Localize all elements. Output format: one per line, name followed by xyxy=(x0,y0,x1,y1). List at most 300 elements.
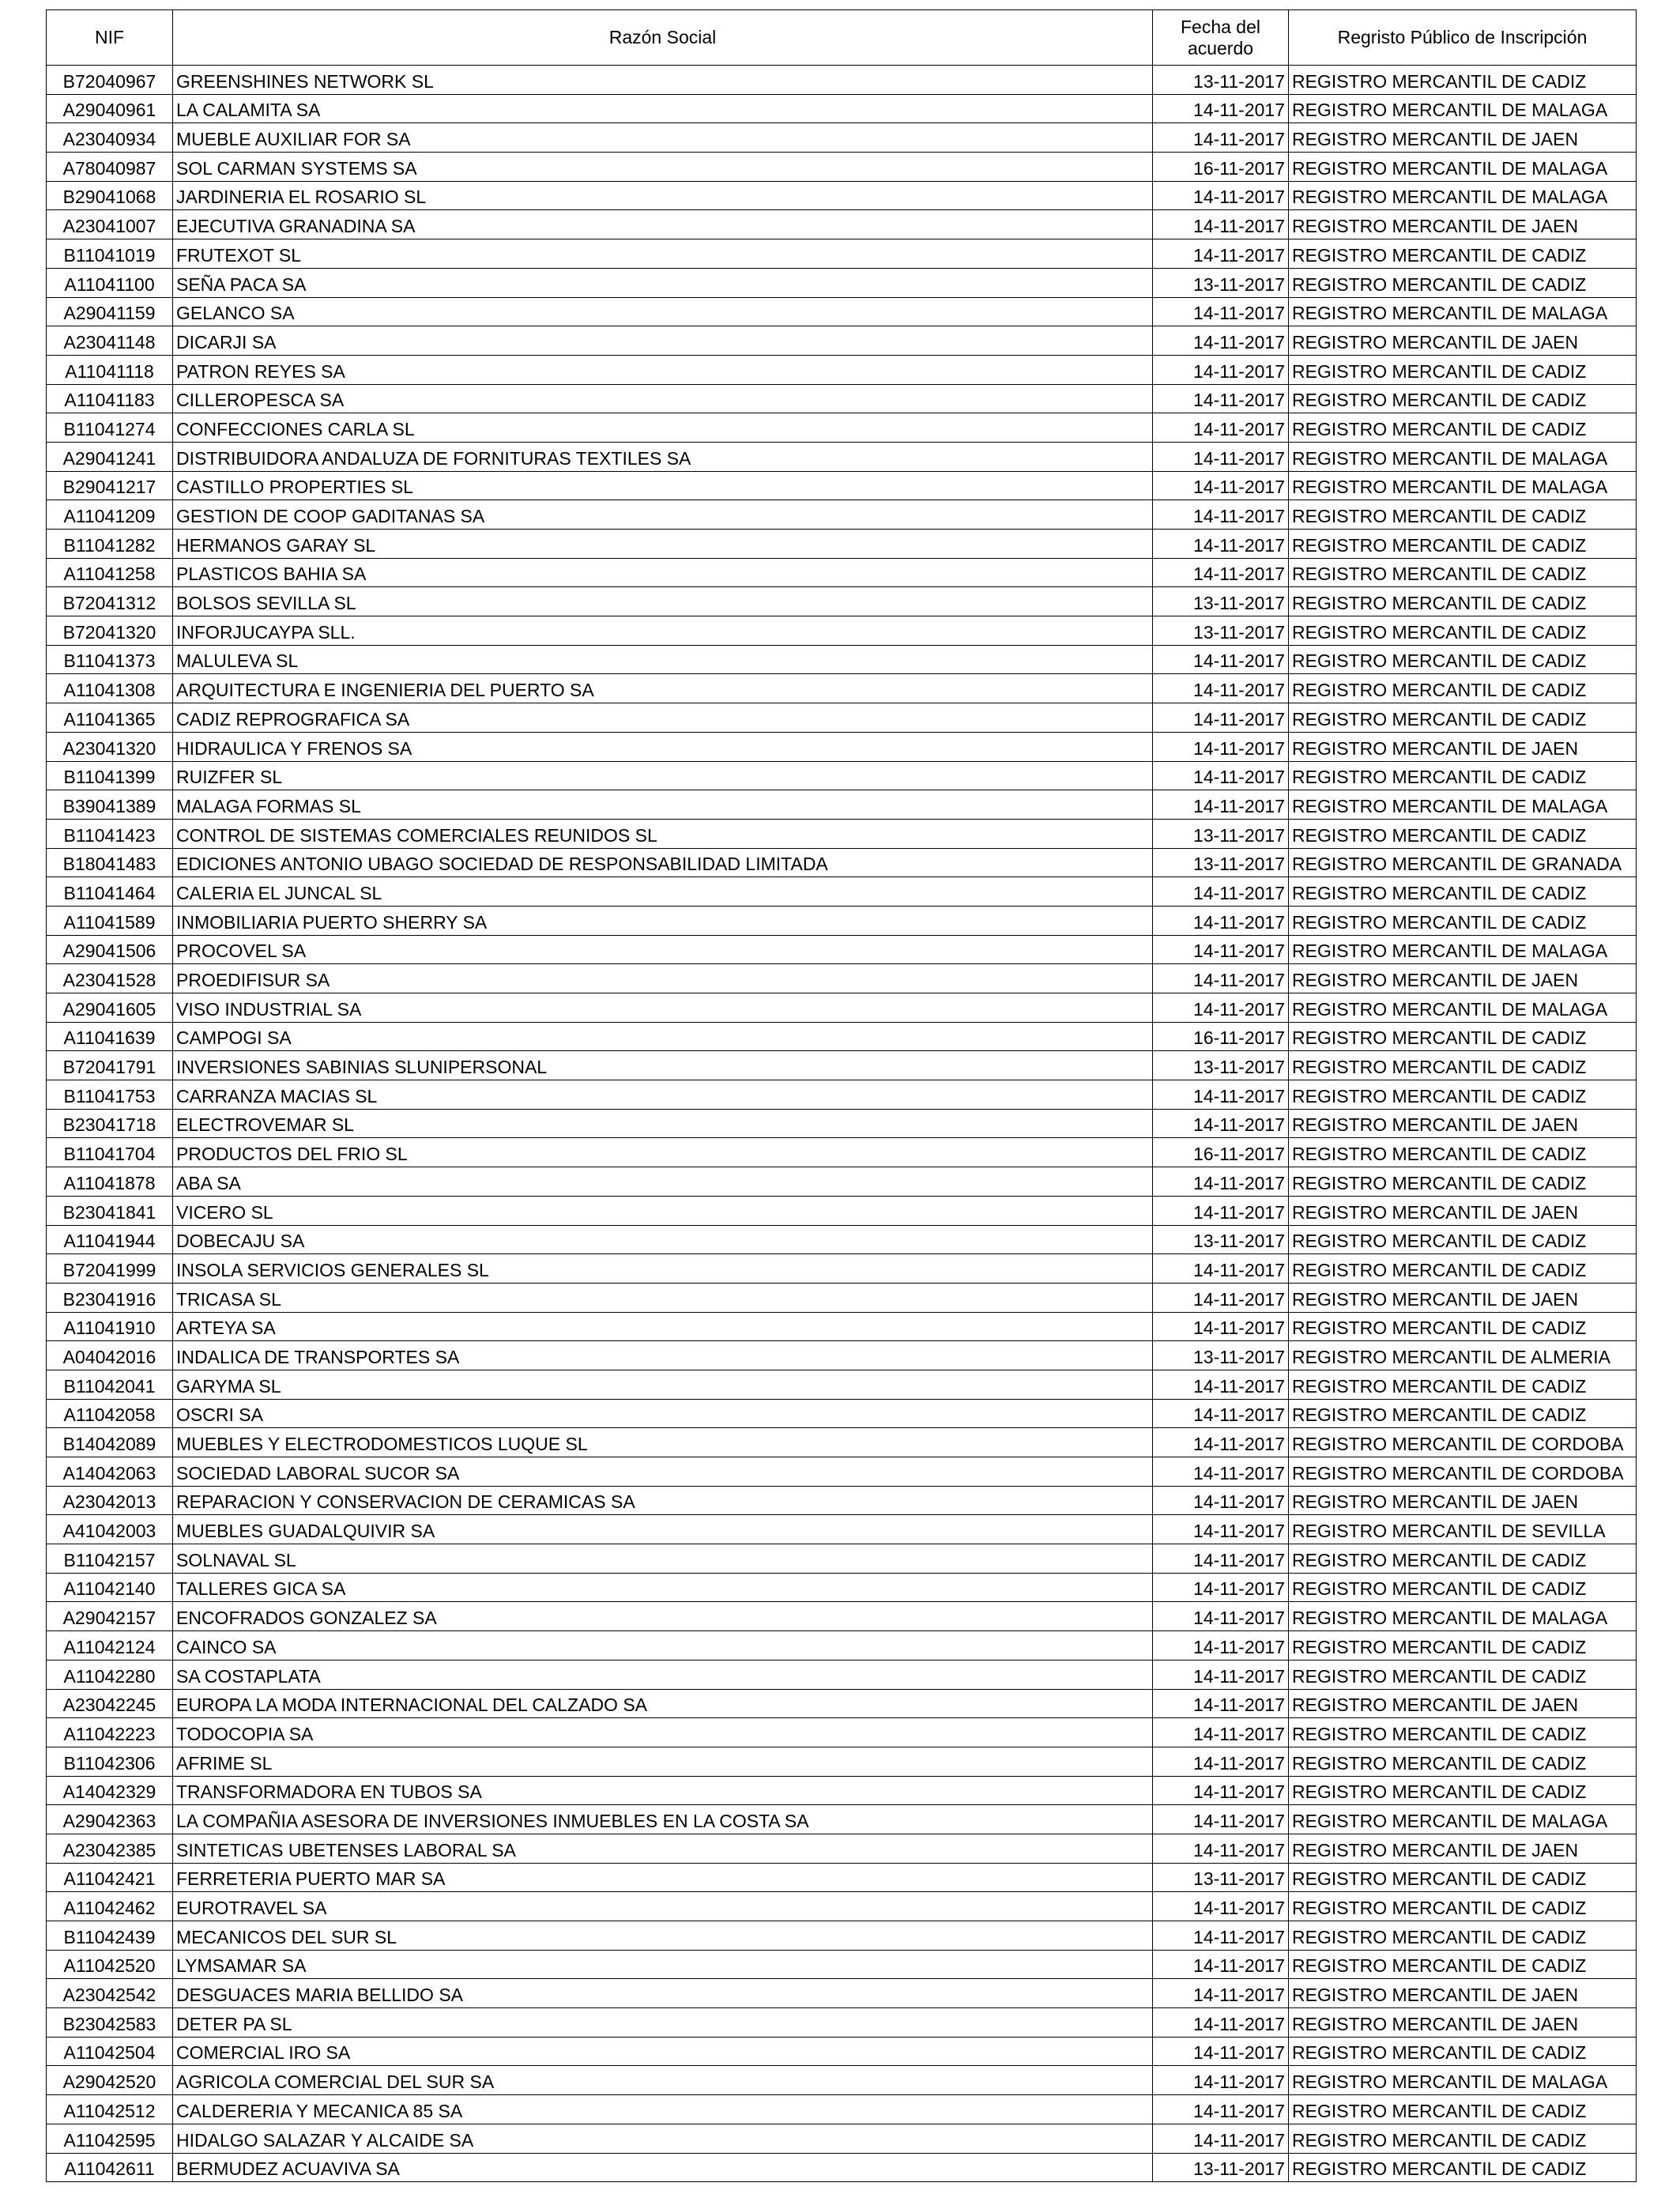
header-razon-social: Razón Social xyxy=(173,10,1153,66)
table-row xyxy=(47,181,1637,210)
cell-nif: B11041423 xyxy=(47,819,173,848)
table-row xyxy=(47,530,1637,559)
table-row xyxy=(47,1051,1637,1080)
cell-fecha-acuerdo: 14-11-2017 xyxy=(1153,326,1289,356)
table-row xyxy=(47,1747,1637,1776)
table-row xyxy=(47,1544,1637,1574)
cell-registro: REGISTRO MERCANTIL DE JAEN xyxy=(1289,732,1637,761)
table-row xyxy=(47,297,1637,326)
cell-fecha-acuerdo: 14-11-2017 xyxy=(1153,2066,1289,2095)
cell-razon-social: GESTION DE COOP GADITANAS SA xyxy=(173,500,1153,530)
cell-nif: A29041241 xyxy=(47,442,173,471)
cell-registro: REGISTRO MERCANTIL DE MALAGA xyxy=(1289,471,1637,500)
cell-fecha-acuerdo: 13-11-2017 xyxy=(1153,1225,1289,1254)
header-fecha-acuerdo: Fecha del acuerdo xyxy=(1153,10,1289,66)
table-row xyxy=(47,964,1637,993)
cell-fecha-acuerdo: 14-11-2017 xyxy=(1153,1428,1289,1457)
cell-razon-social: VISO INDUSTRIAL SA xyxy=(173,993,1153,1023)
cell-nif: B39041389 xyxy=(47,790,173,820)
cell-fecha-acuerdo: 14-11-2017 xyxy=(1153,1457,1289,1487)
cell-fecha-acuerdo: 14-11-2017 xyxy=(1153,993,1289,1023)
cell-nif: B23041841 xyxy=(47,1196,173,1225)
cell-fecha-acuerdo: 14-11-2017 xyxy=(1153,210,1289,239)
cell-razon-social: CALDERERIA Y MECANICA 85 SA xyxy=(173,2095,1153,2124)
cell-nif: A11041183 xyxy=(47,384,173,413)
cell-fecha-acuerdo: 14-11-2017 xyxy=(1153,1370,1289,1399)
cell-fecha-acuerdo: 14-11-2017 xyxy=(1153,1196,1289,1225)
company-registry-table xyxy=(46,9,1637,2182)
cell-razon-social: FERRETERIA PUERTO MAR SA xyxy=(173,1863,1153,1892)
cell-razon-social: CALERIA EL JUNCAL SL xyxy=(173,877,1153,907)
cell-razon-social: PRODUCTOS DEL FRIO SL xyxy=(173,1138,1153,1167)
table-row xyxy=(47,2095,1637,2124)
cell-fecha-acuerdo: 14-11-2017 xyxy=(1153,1312,1289,1341)
cell-razon-social: SOL CARMAN SYSTEMS SA xyxy=(173,153,1153,182)
cell-nif: B23041718 xyxy=(47,1109,173,1138)
table-row xyxy=(47,1225,1637,1254)
cell-fecha-acuerdo: 14-11-2017 xyxy=(1153,1573,1289,1602)
cell-nif: A11041944 xyxy=(47,1225,173,1254)
table-row xyxy=(47,1515,1637,1544)
cell-registro: REGISTRO MERCANTIL DE CADIZ xyxy=(1289,761,1637,790)
cell-fecha-acuerdo: 14-11-2017 xyxy=(1153,1283,1289,1312)
cell-razon-social: MALULEVA SL xyxy=(173,645,1153,674)
cell-razon-social: RUIZFER SL xyxy=(173,761,1153,790)
cell-registro: REGISTRO MERCANTIL DE CADIZ xyxy=(1289,384,1637,413)
cell-nif: B11041274 xyxy=(47,413,173,443)
table-row xyxy=(47,442,1637,471)
table-row xyxy=(47,877,1637,907)
cell-fecha-acuerdo: 14-11-2017 xyxy=(1153,1660,1289,1689)
cell-nif: A11041209 xyxy=(47,500,173,530)
cell-registro: REGISTRO MERCANTIL DE CADIZ xyxy=(1289,239,1637,269)
table-row xyxy=(47,2153,1637,2182)
cell-registro: REGISTRO MERCANTIL DE CADIZ xyxy=(1289,616,1637,646)
cell-razon-social: COMERCIAL IRO SA xyxy=(173,2037,1153,2066)
cell-nif: B29041068 xyxy=(47,181,173,210)
cell-fecha-acuerdo: 14-11-2017 xyxy=(1153,906,1289,935)
cell-registro: REGISTRO MERCANTIL DE JAEN xyxy=(1289,210,1637,239)
cell-razon-social: DICARJI SA xyxy=(173,326,1153,356)
cell-razon-social: SOLNAVAL SL xyxy=(173,1544,1153,1574)
cell-fecha-acuerdo: 14-11-2017 xyxy=(1153,123,1289,153)
table-row xyxy=(47,210,1637,239)
cell-razon-social: DOBECAJU SA xyxy=(173,1225,1153,1254)
cell-nif: A11042223 xyxy=(47,1718,173,1747)
cell-registro: REGISTRO MERCANTIL DE JAEN xyxy=(1289,1689,1637,1718)
cell-nif: A11042140 xyxy=(47,1573,173,1602)
cell-fecha-acuerdo: 14-11-2017 xyxy=(1153,500,1289,530)
cell-razon-social: DETER PA SL xyxy=(173,2008,1153,2038)
cell-razon-social: TRICASA SL xyxy=(173,1283,1153,1312)
table-row xyxy=(47,94,1637,123)
table-row xyxy=(47,1892,1637,1921)
cell-registro: REGISTRO MERCANTIL DE CADIZ xyxy=(1289,530,1637,559)
cell-registro: REGISTRO MERCANTIL DE JAEN xyxy=(1289,1486,1637,1515)
cell-registro: REGISTRO MERCANTIL DE GRANADA xyxy=(1289,848,1637,877)
cell-razon-social: BOLSOS SEVILLA SL xyxy=(173,587,1153,616)
cell-registro: REGISTRO MERCANTIL DE CADIZ xyxy=(1289,66,1637,95)
table-row xyxy=(47,1718,1637,1747)
cell-fecha-acuerdo: 14-11-2017 xyxy=(1153,94,1289,123)
cell-razon-social: SEÑA PACA SA xyxy=(173,268,1153,297)
table-row xyxy=(47,153,1637,182)
cell-fecha-acuerdo: 13-11-2017 xyxy=(1153,66,1289,95)
table-row xyxy=(47,848,1637,877)
cell-registro: REGISTRO MERCANTIL DE CADIZ xyxy=(1289,819,1637,848)
cell-nif: B11042439 xyxy=(47,1921,173,1951)
cell-registro: REGISTRO MERCANTIL DE MALAGA xyxy=(1289,790,1637,820)
cell-fecha-acuerdo: 14-11-2017 xyxy=(1153,1805,1289,1834)
table-row xyxy=(47,1486,1637,1515)
cell-registro: REGISTRO MERCANTIL DE CADIZ xyxy=(1289,1660,1637,1689)
cell-razon-social: DESGUACES MARIA BELLIDO SA xyxy=(173,1979,1153,2008)
cell-fecha-acuerdo: 16-11-2017 xyxy=(1153,1138,1289,1167)
table-row xyxy=(47,1370,1637,1399)
cell-nif: A11042058 xyxy=(47,1399,173,1428)
cell-nif: A11041365 xyxy=(47,703,173,733)
table-row xyxy=(47,1283,1637,1312)
cell-razon-social: MUEBLE AUXILIAR FOR SA xyxy=(173,123,1153,153)
table-row xyxy=(47,471,1637,500)
cell-fecha-acuerdo: 14-11-2017 xyxy=(1153,1602,1289,1631)
cell-nif: A11041258 xyxy=(47,558,173,587)
cell-registro: REGISTRO MERCANTIL DE JAEN xyxy=(1289,326,1637,356)
table-row xyxy=(47,993,1637,1023)
table-row xyxy=(47,2037,1637,2066)
cell-nif: B11041399 xyxy=(47,761,173,790)
cell-fecha-acuerdo: 14-11-2017 xyxy=(1153,1080,1289,1110)
cell-registro: REGISTRO MERCANTIL DE CADIZ xyxy=(1289,1892,1637,1921)
cell-registro: REGISTRO MERCANTIL DE MALAGA xyxy=(1289,94,1637,123)
cell-registro: REGISTRO MERCANTIL DE MALAGA xyxy=(1289,2066,1637,2095)
cell-fecha-acuerdo: 14-11-2017 xyxy=(1153,732,1289,761)
cell-nif: B72041791 xyxy=(47,1051,173,1080)
table-row xyxy=(47,1979,1637,2008)
cell-razon-social: LA COMPAÑIA ASESORA DE INVERSIONES INMUEBLES EN LA COSTA SA xyxy=(173,1805,1153,1834)
cell-fecha-acuerdo: 13-11-2017 xyxy=(1153,819,1289,848)
cell-razon-social: HERMANOS GARAY SL xyxy=(173,530,1153,559)
cell-razon-social: LYMSAMAR SA xyxy=(173,1950,1153,1979)
cell-fecha-acuerdo: 14-11-2017 xyxy=(1153,181,1289,210)
cell-nif: A04042016 xyxy=(47,1341,173,1370)
cell-fecha-acuerdo: 16-11-2017 xyxy=(1153,1022,1289,1051)
cell-registro: REGISTRO MERCANTIL DE CADIZ xyxy=(1289,674,1637,703)
cell-razon-social: MECANICOS DEL SUR SL xyxy=(173,1921,1153,1951)
cell-nif: A29041506 xyxy=(47,935,173,964)
cell-nif: A11042280 xyxy=(47,1660,173,1689)
cell-registro: REGISTRO MERCANTIL DE CADIZ xyxy=(1289,1950,1637,1979)
cell-nif: B11041282 xyxy=(47,530,173,559)
table-row xyxy=(47,1080,1637,1110)
table-row xyxy=(47,1921,1637,1951)
cell-nif: A29041159 xyxy=(47,297,173,326)
cell-nif: A11042512 xyxy=(47,2095,173,2124)
cell-registro: REGISTRO MERCANTIL DE ALMERIA xyxy=(1289,1341,1637,1370)
cell-nif: A23040934 xyxy=(47,123,173,153)
cell-registro: REGISTRO MERCANTIL DE JAEN xyxy=(1289,1196,1637,1225)
cell-razon-social: INVERSIONES SABINIAS SLUNIPERSONAL xyxy=(173,1051,1153,1080)
cell-registro: REGISTRO MERCANTIL DE CADIZ xyxy=(1289,1921,1637,1951)
cell-nif: A29041605 xyxy=(47,993,173,1023)
cell-nif: A29042520 xyxy=(47,2066,173,2095)
cell-nif: A41042003 xyxy=(47,1515,173,1544)
cell-razon-social: PROEDIFISUR SA xyxy=(173,964,1153,993)
cell-fecha-acuerdo: 16-11-2017 xyxy=(1153,153,1289,182)
table-row xyxy=(47,2124,1637,2153)
cell-registro: REGISTRO MERCANTIL DE CADIZ xyxy=(1289,2037,1637,2066)
cell-fecha-acuerdo: 14-11-2017 xyxy=(1153,355,1289,384)
cell-razon-social: SA COSTAPLATA xyxy=(173,1660,1153,1689)
cell-nif: B23042583 xyxy=(47,2008,173,2038)
cell-razon-social: SOCIEDAD LABORAL SUCOR SA xyxy=(173,1457,1153,1487)
cell-fecha-acuerdo: 14-11-2017 xyxy=(1153,703,1289,733)
cell-registro: REGISTRO MERCANTIL DE CADIZ xyxy=(1289,1312,1637,1341)
table-row xyxy=(47,355,1637,384)
document-sheet xyxy=(46,9,1636,2182)
cell-registro: REGISTRO MERCANTIL DE MALAGA xyxy=(1289,1805,1637,1834)
table-row xyxy=(47,761,1637,790)
cell-nif: B23041916 xyxy=(47,1283,173,1312)
cell-fecha-acuerdo: 14-11-2017 xyxy=(1153,1834,1289,1863)
table-header xyxy=(47,10,1637,66)
header-nif: NIF xyxy=(47,10,173,66)
cell-razon-social: DISTRIBUIDORA ANDALUZA DE FORNITURAS TEXTILES SA xyxy=(173,442,1153,471)
table-row xyxy=(47,1776,1637,1805)
table-row xyxy=(47,674,1637,703)
table-row xyxy=(47,1341,1637,1370)
table-row xyxy=(47,935,1637,964)
cell-registro: REGISTRO MERCANTIL DE CADIZ xyxy=(1289,1863,1637,1892)
cell-nif: B11042157 xyxy=(47,1544,173,1574)
cell-fecha-acuerdo: 14-11-2017 xyxy=(1153,1776,1289,1805)
cell-razon-social: INMOBILIARIA PUERTO SHERRY SA xyxy=(173,906,1153,935)
cell-fecha-acuerdo: 14-11-2017 xyxy=(1153,297,1289,326)
cell-fecha-acuerdo: 14-11-2017 xyxy=(1153,413,1289,443)
cell-registro: REGISTRO MERCANTIL DE CADIZ xyxy=(1289,2124,1637,2153)
table-row xyxy=(47,616,1637,646)
table-row xyxy=(47,326,1637,356)
cell-fecha-acuerdo: 14-11-2017 xyxy=(1153,2124,1289,2153)
cell-fecha-acuerdo: 14-11-2017 xyxy=(1153,645,1289,674)
table-row xyxy=(47,66,1637,95)
cell-nif: A11042421 xyxy=(47,1863,173,1892)
cell-fecha-acuerdo: 14-11-2017 xyxy=(1153,2095,1289,2124)
table-row xyxy=(47,1863,1637,1892)
table-row xyxy=(47,1602,1637,1631)
cell-razon-social: TRANSFORMADORA EN TUBOS SA xyxy=(173,1776,1153,1805)
cell-razon-social: EUROPA LA MODA INTERNACIONAL DEL CALZADO SA xyxy=(173,1689,1153,1718)
cell-nif: A14042063 xyxy=(47,1457,173,1487)
cell-nif: B29041217 xyxy=(47,471,173,500)
cell-nif: A14042329 xyxy=(47,1776,173,1805)
cell-registro: REGISTRO MERCANTIL DE CADIZ xyxy=(1289,500,1637,530)
table-row xyxy=(47,1805,1637,1834)
cell-nif: A11042504 xyxy=(47,2037,173,2066)
cell-registro: REGISTRO MERCANTIL DE JAEN xyxy=(1289,1834,1637,1863)
cell-razon-social: MUEBLES GUADALQUIVIR SA xyxy=(173,1515,1153,1544)
cell-fecha-acuerdo: 14-11-2017 xyxy=(1153,877,1289,907)
table-row xyxy=(47,1312,1637,1341)
table-row xyxy=(47,1196,1637,1225)
cell-nif: A11041100 xyxy=(47,268,173,297)
cell-razon-social: JARDINERIA EL ROSARIO SL xyxy=(173,181,1153,210)
table-row xyxy=(47,906,1637,935)
cell-fecha-acuerdo: 14-11-2017 xyxy=(1153,1921,1289,1951)
cell-razon-social: AFRIME SL xyxy=(173,1747,1153,1776)
table-body xyxy=(47,66,1637,2182)
cell-nif: B11041019 xyxy=(47,239,173,269)
table-row xyxy=(47,1573,1637,1602)
cell-registro: REGISTRO MERCANTIL DE JAEN xyxy=(1289,1109,1637,1138)
table-row xyxy=(47,500,1637,530)
cell-registro: REGISTRO MERCANTIL DE MALAGA xyxy=(1289,1602,1637,1631)
table-row xyxy=(47,790,1637,820)
cell-nif: A23041007 xyxy=(47,210,173,239)
cell-registro: REGISTRO MERCANTIL DE CADIZ xyxy=(1289,587,1637,616)
cell-registro: REGISTRO MERCANTIL DE CADIZ xyxy=(1289,2153,1637,2182)
cell-nif: B72041312 xyxy=(47,587,173,616)
cell-fecha-acuerdo: 14-11-2017 xyxy=(1153,1689,1289,1718)
cell-razon-social: EUROTRAVEL SA xyxy=(173,1892,1153,1921)
cell-registro: REGISTRO MERCANTIL DE JAEN xyxy=(1289,123,1637,153)
cell-nif: A11042462 xyxy=(47,1892,173,1921)
cell-razon-social: EDICIONES ANTONIO UBAGO SOCIEDAD DE RESPONSABILIDAD LIMITADA xyxy=(173,848,1153,877)
table-row xyxy=(47,1428,1637,1457)
cell-registro: REGISTRO MERCANTIL DE CADIZ xyxy=(1289,413,1637,443)
cell-registro: REGISTRO MERCANTIL DE CADIZ xyxy=(1289,703,1637,733)
cell-registro: REGISTRO MERCANTIL DE CADIZ xyxy=(1289,1718,1637,1747)
cell-razon-social: CADIZ REPROGRAFICA SA xyxy=(173,703,1153,733)
cell-nif: A11042611 xyxy=(47,2153,173,2182)
cell-nif: B11041464 xyxy=(47,877,173,907)
table-row xyxy=(47,1109,1637,1138)
cell-fecha-acuerdo: 14-11-2017 xyxy=(1153,1109,1289,1138)
cell-razon-social: PATRON REYES SA xyxy=(173,355,1153,384)
cell-nif: A23041528 xyxy=(47,964,173,993)
header-registro: Regristo Público de Inscripción xyxy=(1289,10,1637,66)
cell-razon-social: LA CALAMITA SA xyxy=(173,94,1153,123)
cell-nif: A78040987 xyxy=(47,153,173,182)
cell-razon-social: CASTILLO PROPERTIES SL xyxy=(173,471,1153,500)
table-row xyxy=(47,1660,1637,1689)
cell-registro: REGISTRO MERCANTIL DE CADIZ xyxy=(1289,645,1637,674)
table-row xyxy=(47,413,1637,443)
cell-nif: B11041373 xyxy=(47,645,173,674)
cell-nif: B11041704 xyxy=(47,1138,173,1167)
cell-registro: REGISTRO MERCANTIL DE CORDOBA xyxy=(1289,1428,1637,1457)
cell-registro: REGISTRO MERCANTIL DE MALAGA xyxy=(1289,993,1637,1023)
cell-razon-social: CARRANZA MACIAS SL xyxy=(173,1080,1153,1110)
cell-razon-social: MUEBLES Y ELECTRODOMESTICOS LUQUE SL xyxy=(173,1428,1153,1457)
cell-nif: B18041483 xyxy=(47,848,173,877)
cell-razon-social: INFORJUCAYPA SLL. xyxy=(173,616,1153,646)
cell-nif: A11041639 xyxy=(47,1022,173,1051)
cell-fecha-acuerdo: 14-11-2017 xyxy=(1153,1979,1289,2008)
cell-razon-social: ENCOFRADOS GONZALEZ SA xyxy=(173,1602,1153,1631)
cell-razon-social: HIDALGO SALAZAR Y ALCAIDE SA xyxy=(173,2124,1153,2153)
cell-registro: REGISTRO MERCANTIL DE CADIZ xyxy=(1289,1254,1637,1284)
header-row xyxy=(47,10,1637,66)
cell-nif: A23041320 xyxy=(47,732,173,761)
cell-nif: B11042041 xyxy=(47,1370,173,1399)
cell-registro: REGISTRO MERCANTIL DE CADIZ xyxy=(1289,2095,1637,2124)
cell-fecha-acuerdo: 14-11-2017 xyxy=(1153,1544,1289,1574)
cell-fecha-acuerdo: 13-11-2017 xyxy=(1153,268,1289,297)
cell-razon-social: ABA SA xyxy=(173,1167,1153,1197)
cell-fecha-acuerdo: 14-11-2017 xyxy=(1153,790,1289,820)
cell-fecha-acuerdo: 14-11-2017 xyxy=(1153,1747,1289,1776)
cell-registro: REGISTRO MERCANTIL DE MALAGA xyxy=(1289,442,1637,471)
cell-fecha-acuerdo: 13-11-2017 xyxy=(1153,1051,1289,1080)
cell-registro: REGISTRO MERCANTIL DE CADIZ xyxy=(1289,1573,1637,1602)
cell-fecha-acuerdo: 14-11-2017 xyxy=(1153,1950,1289,1979)
cell-registro: REGISTRO MERCANTIL DE SEVILLA xyxy=(1289,1515,1637,1544)
cell-razon-social: PROCOVEL SA xyxy=(173,935,1153,964)
cell-registro: REGISTRO MERCANTIL DE MALAGA xyxy=(1289,153,1637,182)
cell-registro: REGISTRO MERCANTIL DE CADIZ xyxy=(1289,558,1637,587)
cell-razon-social: VICERO SL xyxy=(173,1196,1153,1225)
cell-razon-social: MALAGA FORMAS SL xyxy=(173,790,1153,820)
cell-nif: B11042306 xyxy=(47,1747,173,1776)
cell-razon-social: TODOCOPIA SA xyxy=(173,1718,1153,1747)
cell-razon-social: CAMPOGI SA xyxy=(173,1022,1153,1051)
table-row xyxy=(47,1138,1637,1167)
table-row xyxy=(47,1022,1637,1051)
cell-registro: REGISTRO MERCANTIL DE CADIZ xyxy=(1289,1776,1637,1805)
cell-fecha-acuerdo: 14-11-2017 xyxy=(1153,761,1289,790)
table-row xyxy=(47,1689,1637,1718)
cell-fecha-acuerdo: 13-11-2017 xyxy=(1153,1341,1289,1370)
cell-razon-social: GELANCO SA xyxy=(173,297,1153,326)
cell-registro: REGISTRO MERCANTIL DE CADIZ xyxy=(1289,1167,1637,1197)
table-row xyxy=(47,1457,1637,1487)
cell-razon-social: PLASTICOS BAHIA SA xyxy=(173,558,1153,587)
cell-nif: A29042363 xyxy=(47,1805,173,1834)
cell-nif: B72041320 xyxy=(47,616,173,646)
cell-fecha-acuerdo: 13-11-2017 xyxy=(1153,1863,1289,1892)
cell-registro: REGISTRO MERCANTIL DE JAEN xyxy=(1289,964,1637,993)
cell-fecha-acuerdo: 14-11-2017 xyxy=(1153,471,1289,500)
cell-fecha-acuerdo: 14-11-2017 xyxy=(1153,1515,1289,1544)
cell-fecha-acuerdo: 14-11-2017 xyxy=(1153,239,1289,269)
cell-nif: A11041589 xyxy=(47,906,173,935)
table-row xyxy=(47,1254,1637,1284)
table-row xyxy=(47,1631,1637,1661)
cell-fecha-acuerdo: 14-11-2017 xyxy=(1153,1892,1289,1921)
table-row xyxy=(47,2008,1637,2038)
cell-razon-social: HIDRAULICA Y FRENOS SA xyxy=(173,732,1153,761)
cell-registro: REGISTRO MERCANTIL DE MALAGA xyxy=(1289,181,1637,210)
cell-fecha-acuerdo: 13-11-2017 xyxy=(1153,616,1289,646)
cell-razon-social: CAINCO SA xyxy=(173,1631,1153,1661)
cell-fecha-acuerdo: 13-11-2017 xyxy=(1153,587,1289,616)
cell-fecha-acuerdo: 14-11-2017 xyxy=(1153,2008,1289,2038)
table-row xyxy=(47,1399,1637,1428)
cell-fecha-acuerdo: 14-11-2017 xyxy=(1153,1718,1289,1747)
cell-nif: A11042520 xyxy=(47,1950,173,1979)
cell-registro: REGISTRO MERCANTIL DE JAEN xyxy=(1289,1283,1637,1312)
cell-registro: REGISTRO MERCANTIL DE CADIZ xyxy=(1289,1080,1637,1110)
cell-nif: A11041308 xyxy=(47,674,173,703)
cell-razon-social: CILLEROPESCA SA xyxy=(173,384,1153,413)
cell-nif: A23042013 xyxy=(47,1486,173,1515)
cell-registro: REGISTRO MERCANTIL DE MALAGA xyxy=(1289,935,1637,964)
cell-registro: REGISTRO MERCANTIL DE JAEN xyxy=(1289,1979,1637,2008)
cell-registro: REGISTRO MERCANTIL DE CADIZ xyxy=(1289,1051,1637,1080)
table-row xyxy=(47,239,1637,269)
table-row xyxy=(47,819,1637,848)
